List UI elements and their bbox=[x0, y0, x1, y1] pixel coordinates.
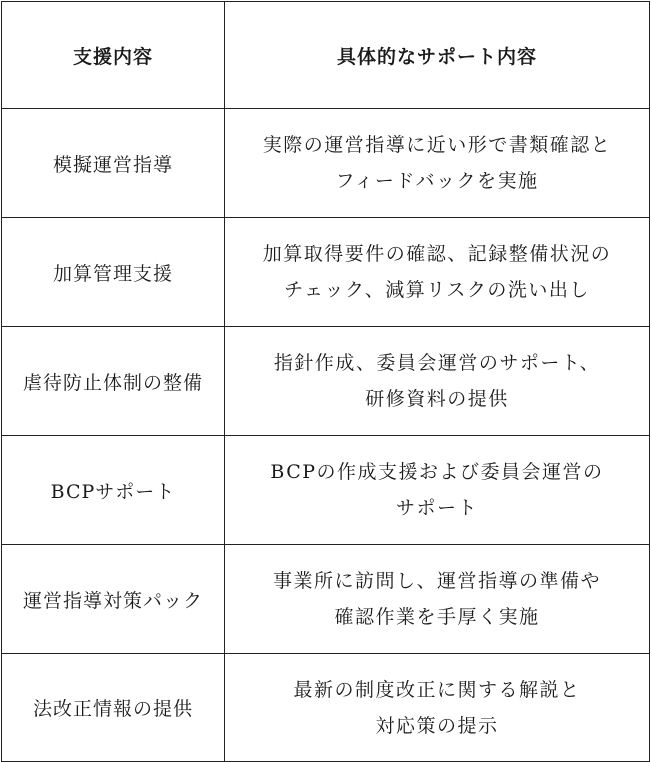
support-item-detail bbox=[225, 327, 650, 436]
detail-line: 研修資料の提供 bbox=[365, 388, 509, 410]
support-item-detail bbox=[225, 545, 650, 654]
support-item-detail bbox=[225, 654, 650, 762]
support-item-name: 運営指導対策パック bbox=[2, 545, 225, 654]
support-item-name: BCPサポート bbox=[2, 436, 225, 545]
detail-line: 実際の運営指導に近い形で書類確認と bbox=[262, 134, 612, 156]
table-row bbox=[2, 654, 650, 762]
support-item-name: 虐待防止体制の整備 bbox=[2, 327, 225, 436]
detail-line: 事業所に訪問し、運営指導の準備や bbox=[272, 570, 601, 592]
table-row bbox=[2, 109, 650, 218]
header-support-detail: 具体的なサポート内容 bbox=[225, 2, 650, 109]
support-item-name: 模擬運営指導 bbox=[2, 109, 225, 218]
support-item-detail bbox=[225, 218, 650, 327]
support-content-table bbox=[1, 1, 650, 762]
table-row bbox=[2, 218, 650, 327]
table-row bbox=[2, 545, 650, 654]
detail-line: 加算取得要件の確認、記録整備状況の bbox=[262, 243, 612, 265]
table-row bbox=[2, 327, 650, 436]
detail-line: BCPの作成支援および委員会運営の bbox=[270, 461, 604, 483]
support-item-name: 法改正情報の提供 bbox=[2, 654, 225, 762]
table-header-row bbox=[2, 2, 650, 109]
detail-line: フィードバックを実施 bbox=[335, 170, 539, 192]
detail-line: 指針作成、委員会運営のサポート、 bbox=[273, 352, 601, 374]
detail-line: 最新の制度改正に関する解説と bbox=[293, 678, 581, 701]
table-row bbox=[2, 436, 650, 545]
detail-line: 確認作業を手厚く実施 bbox=[334, 606, 540, 628]
header-support-item: 支援内容 bbox=[2, 2, 225, 109]
support-item-detail bbox=[225, 109, 650, 218]
support-item-detail bbox=[225, 436, 650, 545]
detail-line: 対応策の提示 bbox=[375, 714, 499, 737]
detail-line: サポート bbox=[395, 497, 478, 519]
support-item-name: 加算管理支援 bbox=[2, 218, 225, 327]
detail-line: チェック、減算リスクの洗い出し bbox=[284, 279, 590, 301]
